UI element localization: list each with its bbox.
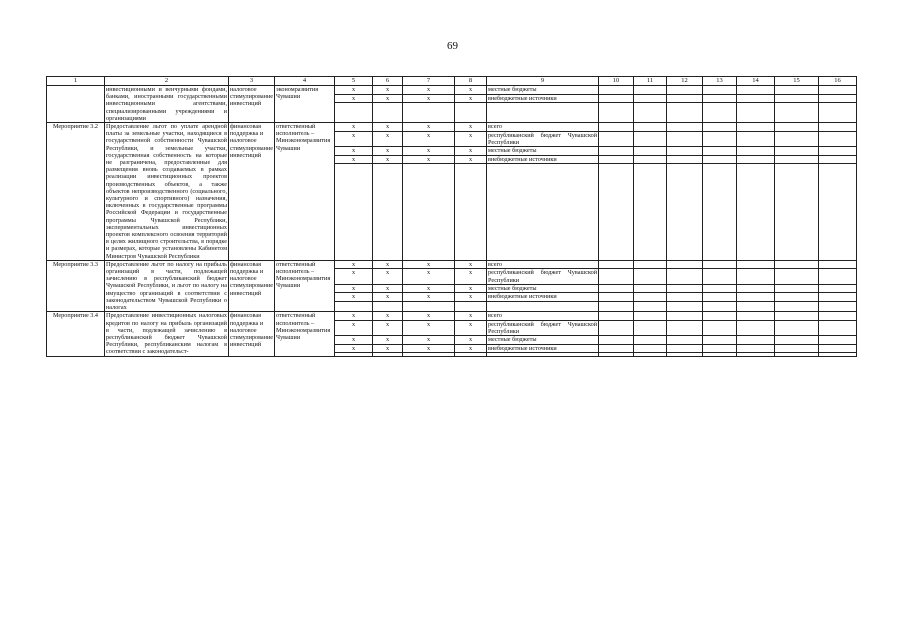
empty-cell — [487, 353, 599, 356]
funding-source: местные бюджеты — [487, 284, 599, 293]
table-row — [47, 86, 857, 95]
empty-cell — [703, 353, 737, 356]
empty-cell — [667, 302, 703, 312]
value-cell: x — [455, 123, 487, 132]
value-cell: x — [373, 131, 403, 146]
empty-cell — [634, 336, 667, 345]
empty-cell — [775, 103, 819, 123]
empty-cell — [775, 353, 819, 356]
funding-source: местные бюджеты — [487, 336, 599, 345]
empty-cell — [775, 164, 819, 261]
value-cell: x — [335, 86, 373, 95]
empty-cell — [599, 123, 634, 132]
column-header: 6 — [373, 77, 403, 86]
column-header: 15 — [775, 77, 819, 86]
empty-cell — [373, 302, 403, 312]
empty-cell — [634, 164, 667, 261]
empty-cell — [703, 293, 737, 302]
measure-description: Предоставление льгот по налогу на прибыль организаций в части, подлежащей зачислению в республиканский бюджет Чувашской Республики, и льгот по налогу на имущество организаций в соответствии с законодательством Чувашской Республики о налогах — [106, 260, 227, 312]
column-header: 8 — [455, 77, 487, 86]
column-header: 5 — [335, 77, 373, 86]
empty-cell — [775, 147, 819, 156]
empty-cell — [667, 86, 703, 95]
column-header: 7 — [403, 77, 455, 86]
empty-cell — [599, 320, 634, 335]
column-header: 13 — [703, 77, 737, 86]
empty-cell — [634, 293, 667, 302]
value-cell: x — [335, 147, 373, 156]
empty-cell — [703, 344, 737, 353]
empty-cell — [819, 94, 857, 103]
measure-name — [47, 86, 105, 123]
value-cell: x — [403, 94, 455, 103]
value-cell: x — [455, 86, 487, 95]
value-cell: x — [455, 155, 487, 164]
funding-source: местные бюджеты — [487, 86, 599, 95]
empty-cell — [667, 353, 703, 356]
empty-cell — [335, 302, 373, 312]
empty-cell — [819, 312, 857, 321]
value-cell: x — [455, 269, 487, 284]
empty-cell — [403, 103, 455, 123]
empty-cell — [703, 164, 737, 261]
empty-cell — [487, 103, 599, 123]
empty-cell — [335, 353, 373, 356]
measure-executor: ответственный исполнитель – Минэкономразвития Чувашии — [275, 312, 335, 356]
empty-cell — [599, 269, 634, 284]
empty-cell — [634, 123, 667, 132]
empty-cell — [737, 155, 775, 164]
empty-cell — [455, 164, 487, 261]
empty-cell — [703, 123, 737, 132]
empty-cell — [634, 302, 667, 312]
measure-executor: экономразвития Чувашии — [275, 86, 335, 123]
empty-cell — [667, 320, 703, 335]
empty-cell — [667, 155, 703, 164]
empty-cell — [819, 123, 857, 132]
empty-cell — [737, 344, 775, 353]
empty-cell — [775, 284, 819, 293]
empty-cell — [775, 131, 819, 146]
empty-cell — [599, 336, 634, 345]
empty-cell — [703, 94, 737, 103]
empty-cell — [599, 155, 634, 164]
measure-executor: ответственный исполнитель – Минэкономразвития Чувашии — [275, 123, 335, 261]
value-cell: x — [373, 86, 403, 95]
empty-cell — [819, 164, 857, 261]
empty-cell — [703, 336, 737, 345]
value-cell: x — [373, 147, 403, 156]
empty-cell — [487, 164, 599, 261]
value-cell: x — [373, 320, 403, 335]
empty-cell — [634, 147, 667, 156]
value-cell: x — [455, 147, 487, 156]
empty-cell — [599, 86, 634, 95]
empty-cell — [373, 103, 403, 123]
empty-cell — [403, 302, 455, 312]
empty-cell — [737, 123, 775, 132]
empty-cell — [703, 320, 737, 335]
empty-cell — [703, 86, 737, 95]
value-cell: x — [403, 131, 455, 146]
empty-cell — [599, 302, 634, 312]
empty-cell — [819, 320, 857, 335]
measure-description: Предоставление инвестиционных налоговых кредитов по налогу на прибыль организаций в части, подлежащей зачислению в республиканский бюджет Чувашской Республики, республиканским налогам в соответствии с законодательст- — [106, 312, 227, 356]
funding-source: внебюджетные источники — [487, 155, 599, 164]
empty-cell — [737, 353, 775, 356]
funding-source: республиканский бюджет Чувашской Республики — [488, 269, 598, 284]
value-cell: x — [335, 269, 373, 284]
value-cell: x — [403, 320, 455, 335]
funding-source: внебюджетные источники — [487, 94, 599, 103]
value-cell: x — [403, 293, 455, 302]
empty-cell — [667, 123, 703, 132]
value-cell: x — [373, 123, 403, 132]
empty-cell — [703, 131, 737, 146]
empty-cell — [775, 312, 819, 321]
funding-source: всего — [487, 260, 599, 269]
empty-cell — [634, 260, 667, 269]
empty-cell — [667, 94, 703, 103]
empty-cell — [819, 147, 857, 156]
empty-cell — [599, 284, 634, 293]
empty-cell — [819, 336, 857, 345]
column-header: 2 — [105, 77, 229, 86]
value-cell: x — [335, 131, 373, 146]
empty-cell — [599, 293, 634, 302]
column-header: 11 — [634, 77, 667, 86]
empty-cell — [667, 269, 703, 284]
value-cell: x — [403, 269, 455, 284]
value-cell: x — [403, 86, 455, 95]
empty-cell — [819, 131, 857, 146]
funding-source: республиканский бюджет Чувашской Республики — [488, 131, 598, 146]
value-cell: x — [455, 260, 487, 269]
empty-cell — [487, 302, 599, 312]
empty-cell — [775, 336, 819, 345]
empty-cell — [599, 147, 634, 156]
empty-cell — [667, 103, 703, 123]
empty-cell — [737, 302, 775, 312]
column-header: 10 — [599, 77, 634, 86]
value-cell: x — [335, 320, 373, 335]
empty-cell — [634, 344, 667, 353]
empty-cell — [667, 293, 703, 302]
value-cell: x — [373, 312, 403, 321]
empty-cell — [775, 320, 819, 335]
empty-cell — [775, 293, 819, 302]
empty-cell — [819, 353, 857, 356]
empty-cell — [819, 269, 857, 284]
empty-cell — [775, 155, 819, 164]
empty-cell — [634, 131, 667, 146]
empty-cell — [737, 103, 775, 123]
empty-cell — [667, 312, 703, 321]
empty-cell — [775, 269, 819, 284]
table-row — [47, 260, 857, 269]
empty-cell — [737, 164, 775, 261]
header-row — [47, 77, 857, 86]
empty-cell — [455, 353, 487, 356]
empty-cell — [775, 86, 819, 95]
empty-cell — [634, 269, 667, 284]
column-header: 14 — [737, 77, 775, 86]
empty-cell — [335, 164, 373, 261]
value-cell: x — [373, 269, 403, 284]
value-cell: x — [455, 312, 487, 321]
empty-cell — [819, 284, 857, 293]
column-header: 12 — [667, 77, 703, 86]
empty-cell — [737, 94, 775, 103]
empty-cell — [599, 344, 634, 353]
value-cell: x — [403, 123, 455, 132]
empty-cell — [634, 353, 667, 356]
empty-cell — [634, 155, 667, 164]
empty-cell — [819, 260, 857, 269]
empty-cell — [703, 302, 737, 312]
value-cell: x — [455, 336, 487, 345]
value-cell: x — [455, 94, 487, 103]
empty-cell — [634, 103, 667, 123]
empty-cell — [703, 147, 737, 156]
column-header: 16 — [819, 77, 857, 86]
column-header: 1 — [47, 77, 105, 86]
value-cell: x — [373, 293, 403, 302]
empty-cell — [819, 344, 857, 353]
value-cell: x — [335, 123, 373, 132]
measure-name: Мероприятие 3.2 — [47, 123, 105, 261]
empty-cell — [737, 269, 775, 284]
empty-cell — [599, 94, 634, 103]
column-header: 3 — [229, 77, 275, 86]
empty-cell — [737, 260, 775, 269]
table-row — [47, 312, 857, 321]
value-cell: x — [455, 131, 487, 146]
column-header: 4 — [275, 77, 335, 86]
funding-source: местные бюджеты — [487, 147, 599, 156]
empty-cell — [455, 302, 487, 312]
value-cell: x — [373, 155, 403, 164]
empty-cell — [599, 103, 634, 123]
empty-cell — [819, 293, 857, 302]
funding-source: республиканский бюджет Чувашской Республики — [488, 320, 598, 336]
value-cell: x — [373, 94, 403, 103]
empty-cell — [599, 131, 634, 146]
value-cell: x — [335, 312, 373, 321]
empty-cell — [634, 284, 667, 293]
value-cell: x — [403, 344, 455, 353]
empty-cell — [737, 312, 775, 321]
empty-cell — [667, 344, 703, 353]
empty-cell — [667, 336, 703, 345]
empty-cell — [819, 155, 857, 164]
empty-cell — [703, 284, 737, 293]
measure-executor: ответственный исполнитель – Минэкономразвития Чувашии — [275, 260, 335, 311]
value-cell: x — [335, 284, 373, 293]
empty-cell — [775, 260, 819, 269]
measure-description: инвестиционными и венчурными фондами, банками, иностранными государственными инвестиционными агентствами, специализированными учреждениями и организациями — [106, 86, 227, 122]
empty-cell — [819, 86, 857, 95]
value-cell: x — [403, 147, 455, 156]
value-cell: x — [455, 320, 487, 335]
page-number: 69 — [447, 40, 458, 52]
empty-cell — [775, 94, 819, 103]
value-cell: x — [335, 94, 373, 103]
value-cell: x — [373, 336, 403, 345]
empty-cell — [775, 123, 819, 132]
measure-name: Мероприятие 3.4 — [47, 312, 105, 356]
empty-cell — [667, 147, 703, 156]
value-cell: x — [335, 155, 373, 164]
empty-cell — [819, 302, 857, 312]
empty-cell — [455, 103, 487, 123]
measure-goal: налоговое стимулирование инвестиций — [229, 86, 275, 123]
empty-cell — [634, 312, 667, 321]
measure-goal: финансовая поддержка и налоговое стимулирование инвестиций — [229, 312, 275, 356]
value-cell: x — [455, 284, 487, 293]
empty-cell — [403, 353, 455, 356]
table-row — [47, 123, 857, 132]
funding-source: внебюджетные источники — [487, 293, 599, 302]
empty-cell — [703, 312, 737, 321]
empty-cell — [703, 260, 737, 269]
empty-cell — [667, 284, 703, 293]
empty-cell — [703, 155, 737, 164]
empty-cell — [737, 293, 775, 302]
measure-name: Мероприятие 3.3 — [47, 260, 105, 311]
empty-cell — [775, 344, 819, 353]
value-cell: x — [403, 284, 455, 293]
empty-cell — [667, 131, 703, 146]
value-cell: x — [335, 344, 373, 353]
value-cell: x — [403, 336, 455, 345]
empty-cell — [737, 284, 775, 293]
empty-cell — [403, 164, 455, 261]
empty-cell — [335, 103, 373, 123]
empty-cell — [775, 302, 819, 312]
empty-cell — [373, 164, 403, 261]
empty-cell — [599, 164, 634, 261]
value-cell: x — [455, 344, 487, 353]
empty-cell — [634, 320, 667, 335]
funding-source: всего — [487, 123, 599, 132]
empty-cell — [667, 260, 703, 269]
empty-cell — [634, 94, 667, 103]
empty-cell — [703, 269, 737, 284]
empty-cell — [737, 336, 775, 345]
value-cell: x — [455, 293, 487, 302]
value-cell: x — [373, 260, 403, 269]
value-cell: x — [403, 260, 455, 269]
value-cell: x — [335, 260, 373, 269]
measure-goal: финансовая поддержка и налоговое стимулирование инвестиций — [229, 260, 275, 311]
value-cell: x — [403, 312, 455, 321]
empty-cell — [667, 164, 703, 261]
funding-source: всего — [487, 312, 599, 321]
empty-cell — [599, 312, 634, 321]
measure-goal: финансовая поддержка и налоговое стимулирование инвестиций — [229, 123, 275, 261]
empty-cell — [737, 131, 775, 146]
value-cell: x — [373, 344, 403, 353]
empty-cell — [737, 147, 775, 156]
empty-cell — [737, 320, 775, 335]
value-cell: x — [335, 293, 373, 302]
measure-description: Предоставление льгот по уплате арендной платы за земельные участки, находящиеся в государственной собственности Чувашской Республики, и земельные участки, государственная собственность на которые не разграничена, предоставленные для размещения вновь создаваемых в рамках реализации инвестиционных проектов производственных объектов, а также объектов непроизводственного (социального, культурного и спортивного) назначения, включенных в государственные программы Российской Федерации и государственные программы Чувашской Республики, экспериментальных инвестиционных проектов комплексного освоения территорий в целях жилищного строительства, в порядке и размерах, которые установлены Кабинетом Министров Чувашской Республики — [106, 123, 227, 260]
funding-source: внебюджетные источники — [487, 344, 599, 353]
empty-cell — [373, 353, 403, 356]
empty-cell — [703, 103, 737, 123]
program-table — [46, 76, 857, 357]
empty-cell — [819, 103, 857, 123]
value-cell: x — [403, 155, 455, 164]
empty-cell — [634, 86, 667, 95]
value-cell: x — [373, 284, 403, 293]
empty-cell — [737, 86, 775, 95]
empty-cell — [599, 353, 634, 356]
column-header: 9 — [487, 77, 599, 86]
empty-cell — [599, 260, 634, 269]
value-cell: x — [335, 336, 373, 345]
